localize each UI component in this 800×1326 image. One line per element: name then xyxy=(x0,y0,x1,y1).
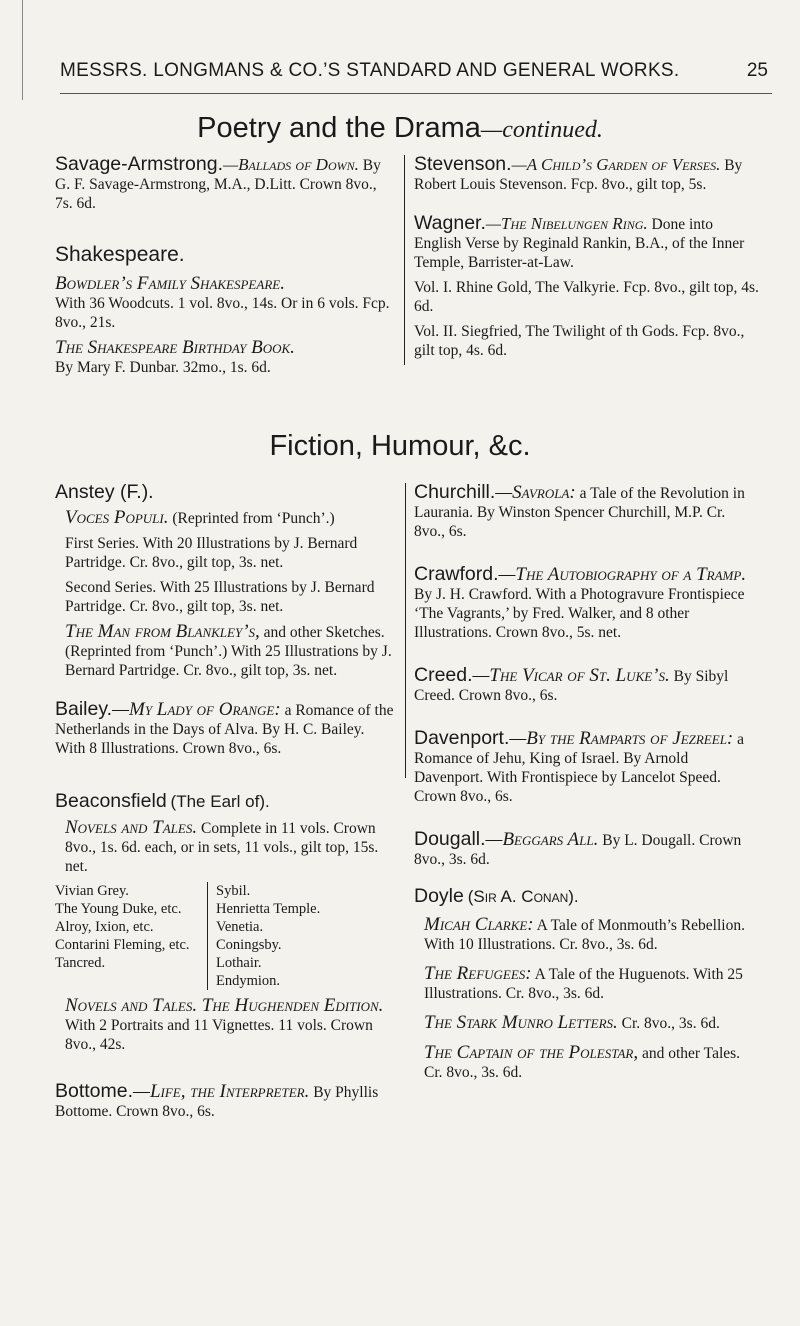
author-name-beaconsfield: Beaconsfield xyxy=(55,790,167,812)
author-name: Stevenson. xyxy=(414,153,512,175)
entry-details: Done into English Verse by Reginald Rankin, B.A., of the Inner Temple, Barrister-at-Law. xyxy=(414,216,745,271)
entry-details: By Sibyl Creed. Crown 8vo., 6s. xyxy=(414,668,729,704)
entry-bottome xyxy=(55,1082,395,1121)
bottome-details: By Phyllis Bottome. Crown 8vo., 6s. xyxy=(55,1084,379,1120)
wagner-volume-2: Vol. II. Siegfried, The Twilight of th Gods. Fcp. 8vo., gilt top, 4s. 6d. xyxy=(414,323,745,359)
entry-details: a Tale of the Revolution in Laurania. By Winston Spencer Churchill, M.P. Cr. 8vo., 6s. xyxy=(414,485,745,540)
author-name: Wagner. xyxy=(414,212,486,234)
fiction-column-divider xyxy=(405,483,406,778)
author-name: Churchill. xyxy=(414,481,496,503)
section-heading-fiction: Fiction, Humour, &c. xyxy=(269,430,531,462)
novel-titles-left xyxy=(55,882,208,990)
entry-details: and other Tales. Cr. 8vo., 3s. 6d. xyxy=(424,1045,741,1081)
header-rule xyxy=(60,93,772,94)
author-name: Crawford. xyxy=(414,563,499,585)
hughenden-details: With 2 Portraits and 11 Vignettes. 11 vols. Crown 8vo., 42s. xyxy=(65,1017,373,1053)
book-title: The Stark Munro Letters. xyxy=(424,1012,618,1033)
entry-creed xyxy=(414,666,759,705)
section-heading-poetry xyxy=(0,112,800,145)
entry-beaconsfield xyxy=(55,792,395,1054)
author-name-beaconsfield-rest: (The Earl of). xyxy=(170,792,270,811)
book-title-novels-tales: Novels and Tales. xyxy=(65,817,198,838)
list-item: Lothair. xyxy=(216,955,262,971)
entry-details-bowdler: With 36 Woodcuts. 1 vol. 8vo., 14s. Or in 6 vols. Fcp. 8vo., 21s. xyxy=(55,295,390,331)
book-title: The Refugees: xyxy=(424,963,532,984)
entry-crawford xyxy=(414,565,759,642)
section-heading-poetry-main: Poetry and the Drama xyxy=(197,112,481,144)
poetry-column-divider xyxy=(404,155,405,365)
book-title-bowdler: Bowdler’s Family Shakespeare. xyxy=(55,273,285,294)
entry-bailey xyxy=(55,700,395,758)
wagner-volume-1: Vol. I. Rhine Gold, The Valkyrie. Fcp. 8vo., gilt top, 4s. 6d. xyxy=(414,279,759,315)
book-title-bottome: —Life, the Interpreter. xyxy=(133,1081,310,1102)
author-name: Dougall. xyxy=(414,828,486,850)
list-item: The Young Duke, etc. xyxy=(55,901,182,917)
list-item: Contarini Fleming, etc. xyxy=(55,937,190,953)
list-item: Alroy, Ixion, etc. xyxy=(55,919,154,935)
entry-dougall xyxy=(414,830,759,869)
author-name: Savage-Armstrong. xyxy=(55,153,223,175)
book-title-bailey: —My Lady of Orange: xyxy=(112,699,281,720)
book-title: Micah Clarke: xyxy=(424,914,534,935)
author-name-bailey: Bailey. xyxy=(55,698,113,720)
section-heading-poetry-continued: —continued. xyxy=(480,117,603,143)
entry-wagner xyxy=(414,214,759,360)
book-title-voces: Voces Populi. xyxy=(65,507,169,528)
entry-details: By J. H. Crawford. With a Photogravure Frontispiece ‘The Vagrants,’ by Fred. Walker, and 8 other Illustrations. Crown 8vo., 5s. net. xyxy=(414,586,745,641)
entry-savage-armstrong xyxy=(55,155,395,213)
entry-churchill xyxy=(414,483,759,541)
voces-note: (Reprinted from ‘Punch’.) xyxy=(172,510,335,527)
bailey-details: a Romance of the Netherlands in the Days of Alva. By H. C. Bailey. With 8 Illustrations. Crown 8vo., 6s. xyxy=(55,702,394,757)
entry-davenport xyxy=(414,729,759,806)
running-head xyxy=(30,60,778,88)
entry-details: Cr. 8vo., 3s. 6d. xyxy=(621,1015,720,1032)
novel-titles-right xyxy=(208,882,320,990)
author-name: Creed. xyxy=(414,664,473,686)
list-item: Tancred. xyxy=(55,955,106,971)
list-item: Coningsby. xyxy=(216,937,282,953)
entry-shakespeare xyxy=(55,245,395,377)
list-item: Henrietta Temple. xyxy=(216,901,321,917)
entry-details: By Robert Louis Stevenson. Fcp. 8vo., gilt top, 5s. xyxy=(414,157,743,193)
page-number: 25 xyxy=(746,60,768,81)
novel-titles-list xyxy=(55,882,395,990)
book-title-hughenden: Novels and Tales. The Hughenden Edition. xyxy=(65,995,384,1016)
book-title-blankley: The Man from Blankley’s, xyxy=(65,621,260,642)
fiction-right-column xyxy=(414,483,759,1096)
entry-details: A Tale of the Huguenots. With 25 Illustrations. Cr. 8vo., 3s. 6d. xyxy=(424,966,743,1002)
poetry-left-column xyxy=(55,155,395,391)
author-name-bottome: Bottome. xyxy=(55,1080,134,1102)
book-title: —The Autobiography of a Tramp. xyxy=(498,564,747,585)
voces-second-series: Second Series. With 25 Illustrations by J. Bernard Partridge. Cr. 8vo., gilt top, 3s. net. xyxy=(65,579,375,615)
page-edge-line xyxy=(22,0,23,100)
entry-details: a Romance of Jehu, King of Israel. By Arnold Davenport. With Frontispiece by Lancelot Speed. Crown 8vo., 6s. xyxy=(414,731,745,805)
entry-details: A Tale of Monmouth’s Rebellion. With 10 Illustrations. Cr. 8vo., 3s. 6d. xyxy=(424,917,745,953)
book-title: —The Nibelungen Ring. xyxy=(485,214,648,233)
book-title: —By the Ramparts of Jezreel: xyxy=(509,728,734,749)
book-title-birthday: The Shakespeare Birthday Book. xyxy=(55,337,295,358)
blankley-details: and other Sketches. (Reprinted from ‘Punch’.) With 25 Illustrations by J. Bernard Partridge. Cr. 8vo., gilt top, 3s. net. xyxy=(65,624,392,679)
entry-stevenson xyxy=(414,155,759,194)
poetry-right-column xyxy=(414,155,759,374)
list-item: Venetia. xyxy=(216,919,264,935)
book-title: —Ballads of Down. xyxy=(223,155,359,174)
author-heading-shakespeare: Shakespeare. xyxy=(55,243,185,266)
entry-doyle xyxy=(414,887,759,1082)
fiction-left-column xyxy=(55,483,395,1135)
book-title: —Beggars All. xyxy=(485,829,599,850)
novels-tales-details: Complete in 11 vols. Crown 8vo., 1s. 6d. each, or in sets, 11 vols., gilt top, 15s. net. xyxy=(65,820,379,875)
book-title: The Captain of the Polestar, xyxy=(424,1042,639,1063)
running-head-title: MESSRS. LONGMANS & CO.’S STANDARD AND GENERAL WORKS. xyxy=(60,60,680,81)
entry-anstey xyxy=(55,483,395,680)
book-title: —Savrola: xyxy=(495,482,576,503)
entry-details-birthday: By Mary F. Dunbar. 32mo., 1s. 6d. xyxy=(55,359,271,376)
entry-details: By G. F. Savage-Armstrong, M.A., D.Litt. Crown 8vo., 7s. 6d. xyxy=(55,157,381,212)
voces-first-series: First Series. With 20 Illustrations by J. Bernard Partridge. Cr. 8vo., gilt top, 3s. net. xyxy=(65,535,358,571)
list-item: Endymion. xyxy=(216,973,281,989)
entry-details: By L. Dougall. Crown 8vo., 3s. 6d. xyxy=(414,832,742,868)
author-name-doyle: Doyle xyxy=(414,885,464,907)
author-name: Davenport. xyxy=(414,727,510,749)
book-title: —A Child’s Garden of Verses. xyxy=(511,155,721,174)
author-name-anstey: Anstey (F.). xyxy=(55,481,154,503)
book-title: —The Vicar of St. Luke’s. xyxy=(472,665,670,686)
list-item: Sybil. xyxy=(216,883,251,899)
author-name-doyle-rest: (Sir A. Conan). xyxy=(467,887,579,906)
list-item: Vivian Grey. xyxy=(55,883,129,899)
